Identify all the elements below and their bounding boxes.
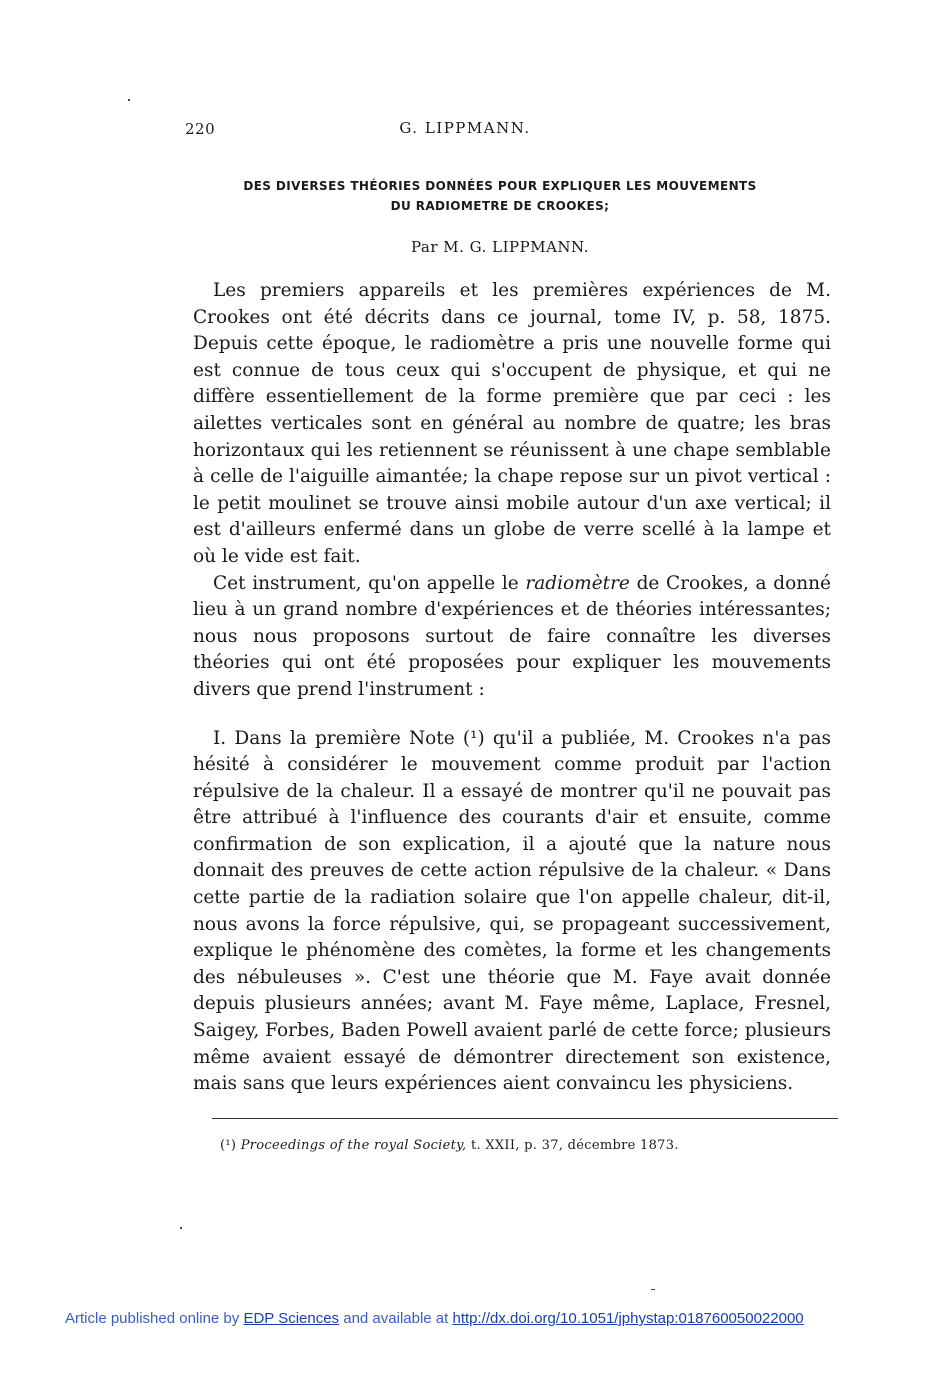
paragraph-3: I. Dans la première Note (¹) qu'il a publiée, M. Crookes n'a pas hésité à considérer le mouvement comme produit par l'action répulsive de la chaleur. Il a essayé de montrer qu'il ne pouvait pas être attribué à l'influence des courants d'air et ensuite, comme confirmation de son explication, il a ajouté que la nature nous donnait des preuves de cette action répulsive de la chaleur. « Dans cette partie de la radiation solaire que l'on appelle chaleur, dit-il, nous avons la force répulsive, qui, se propageant successivement, explique le phénomène des comètes, la forme et les changements des nébuleuses ». C'est une théorie que M. Faye avait donnée depuis plusieurs années; avant M. Faye même, Laplace, Fresnel, Saigey, Forbes, Baden Powell avaient parlé de cette force; plusieurs même avaient essayé de démontrer directement son existence, mais sans que leurs expériences aient convaincu les physiciens. bbox=[193, 727, 831, 1095]
body-text bbox=[193, 278, 831, 1098]
paragraph-2-text-a: Cet instrument, qu'on appelle le bbox=[213, 572, 526, 594]
footnote bbox=[220, 1138, 679, 1153]
paragraph-2 bbox=[193, 571, 831, 704]
scan-speck bbox=[128, 99, 130, 101]
doi-link[interactable]: http://dx.doi.org/10.1051/jphystap:018760050022000 bbox=[452, 1310, 804, 1327]
footnote-marker: (¹) bbox=[220, 1138, 237, 1153]
publisher-link[interactable]: EDP Sciences bbox=[243, 1310, 340, 1327]
article-title-line-2: DU RADIOMETRE DE CROOKES; bbox=[390, 199, 610, 213]
article-title bbox=[150, 176, 850, 216]
publisher-banner bbox=[65, 1310, 804, 1327]
page-number: 220 bbox=[185, 120, 216, 138]
radiometre-term: radiomètre bbox=[525, 572, 630, 594]
paragraph-1: Les premiers appareils et les premières expériences de M. Crookes ont été décrits dans ce journal, tome IV, p. 58, 1875. Depuis cette époque, le radiomètre a pris une nouvelle forme qui est connue de tous ceux qui s'occupent de physique, et qui ne diffère essentiellement de la forme première que par ceci : les ailettes verticales sont en général au nombre de quatre; les bras horizontaux qui les retiennent se réunissent à une chape semblable à celle de l'aiguille aimantée; la chape repose sur un pivot vertical : le petit moulinet se trouve ainsi mobile autour d'un axe vertical; il est d'ailleurs enfermé dans un globe de verre scellé à la lampe et où le vide est fait. bbox=[193, 280, 831, 567]
scan-speck bbox=[180, 1227, 182, 1229]
scan-speck bbox=[651, 1289, 655, 1290]
article-title-line-1: DES DIVERSES THÉORIES DONNÉES POUR EXPLIQUER LES MOUVEMENTS bbox=[243, 179, 757, 193]
paragraph-2-text-b: de Crookes, a donné lieu à un grand nombre d'expériences et de théories intéressantes; nous nous proposons surtout de faire connaître les diverses théories qui ont été proposées pour expliquer les mouvements divers que prend l'instrument : bbox=[193, 572, 831, 700]
banner-middle: and available at bbox=[343, 1310, 449, 1327]
banner-prefix: Article published online by bbox=[65, 1310, 240, 1327]
footnote-rule bbox=[212, 1118, 838, 1119]
footnote-citation: t. XXII, p. 37, décembre 1873. bbox=[470, 1138, 679, 1153]
footnote-source: Proceedings of the royal Society, bbox=[240, 1138, 467, 1153]
running-head: G. LIPPMANN. bbox=[399, 119, 531, 137]
author-line: Par M. G. LIPPMANN. bbox=[410, 238, 589, 256]
